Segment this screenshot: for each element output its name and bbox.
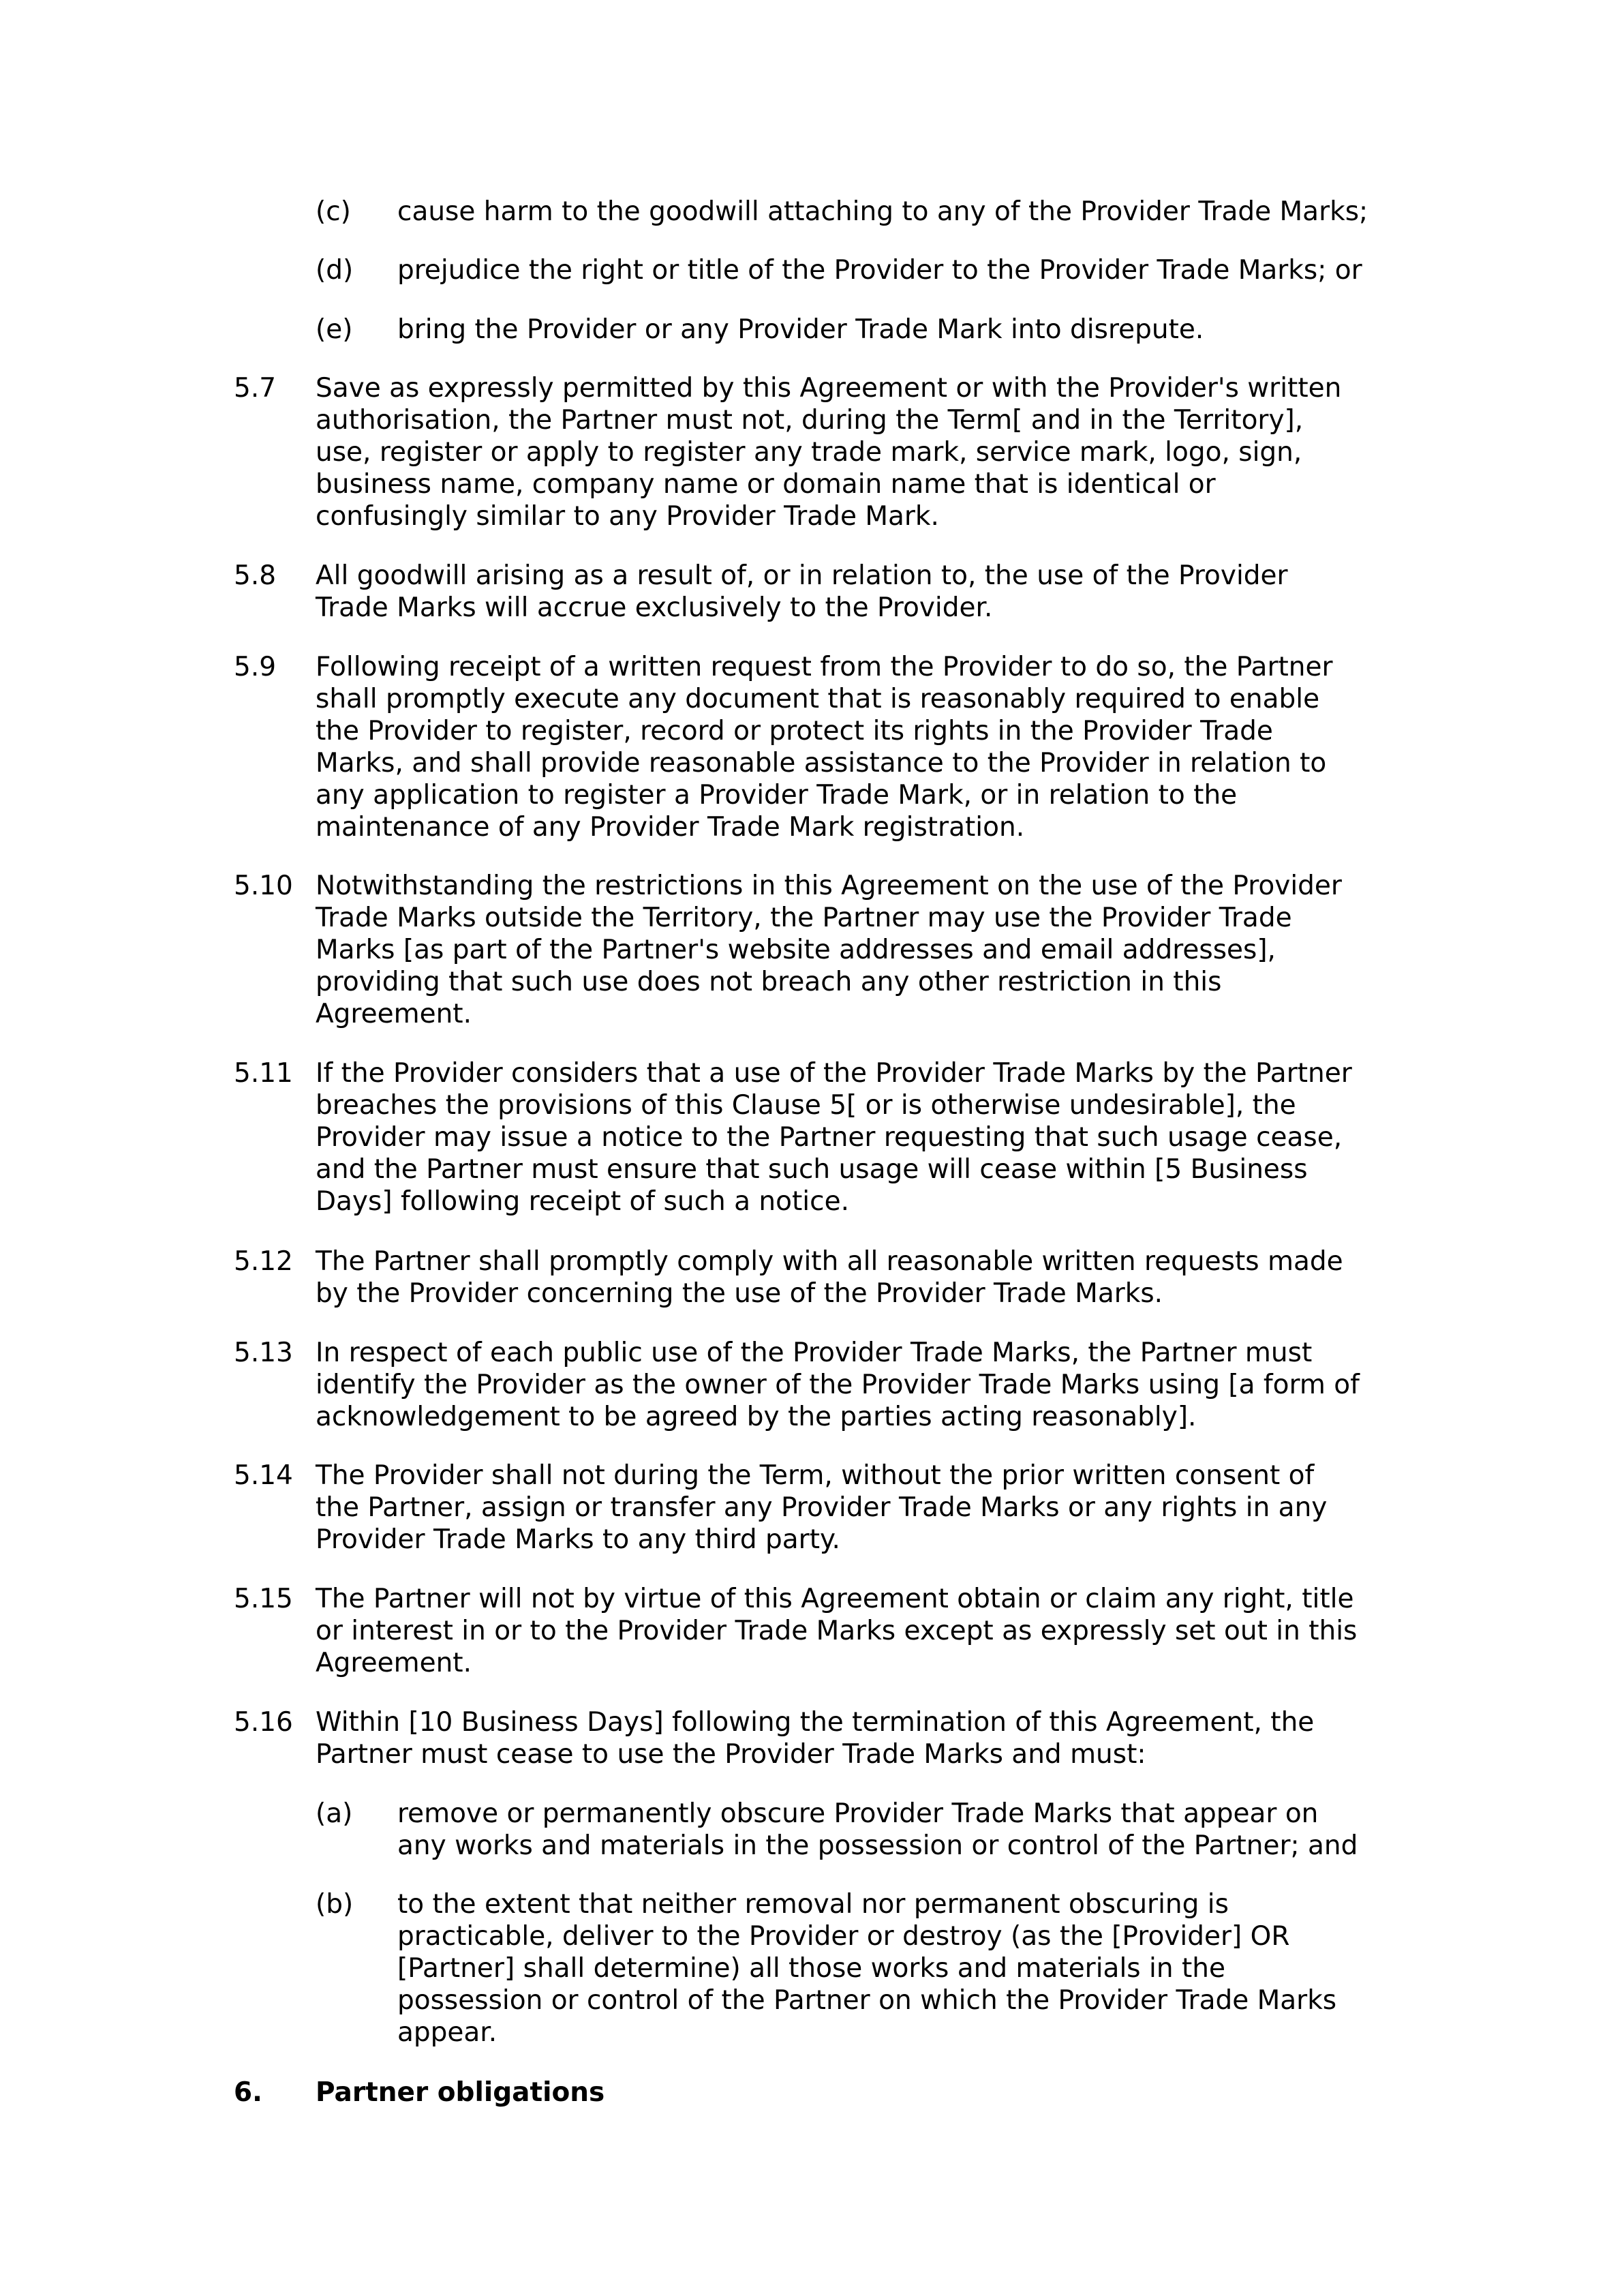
clause-text: Following receipt of a written request from the Provider to do so, the Partner shall promptly execute any document that is reasonably required to enable the Provider to register, record or protect its rights in the Provider Trade Marks, and shall provide reasonable assistance to the Provider in relation to any application to register a Provider Trade Mark, or in relation to the maintenance of any Provider Trade Mark registration. (316, 652, 1333, 843)
clause-number: 5.7 (234, 373, 277, 404)
clause-number: 5.8 (234, 560, 277, 591)
clause-text: Notwithstanding the restrictions in this Agreement on the use of the Provider Trade Marks outside the Territory, the Partner may use the Provider Trade Marks [as part of the Partner's website addresses and email addresses], providing that such use does not breach any other restriction in this Agreement. (316, 871, 1342, 1029)
item-text: prejudice the right or title of the Provider to the Provider Trade Marks; or (397, 255, 1362, 286)
clause-number: 5.9 (234, 652, 277, 682)
item-number: (d) (316, 255, 354, 286)
clause-text: The Partner shall promptly comply with all reasonable written requests made by the Provider concerning the use of the Provider Trade Marks. (316, 1246, 1343, 1309)
clause-number: 5.16 (234, 1707, 293, 1738)
item-text: remove or permanently obscure Provider Trade Marks that appear on any works and materials in the possession or control of the Partner; and (397, 1798, 1358, 1861)
section-title: Partner obligations (316, 2077, 605, 2108)
item-text: bring the Provider or any Provider Trade Mark into disrepute. (397, 314, 1204, 345)
item-number: (e) (316, 314, 353, 345)
item-number: (b) (316, 1889, 354, 1920)
item-text: to the extent that neither removal nor permanent obscuring is practicable, deliver to the Provider or destroy (as the [Provider] OR [Partner] shall determine) all those works and materials in the possession or control of the Partner on which the Provider Trade Marks appear. (397, 1889, 1337, 2048)
clause-text: All goodwill arising as a result of, or in relation to, the use of the Provider Trade Marks will accrue exclusively to the Provider. (316, 560, 1288, 623)
clause-text: The Provider shall not during the Term, without the prior written consent of the Partner, assign or transfer any Provider Trade Marks or any rights in any Provider Trade Marks to any third party. (316, 1460, 1328, 1555)
item-number: (c) (316, 196, 351, 227)
section-number: 6. (234, 2077, 262, 2108)
clause-text: Save as expressly permitted by this Agreement or with the Provider's written authorisation, the Partner must not, during the Term[ and in the Territory], use, register or apply to register any trade mark, service mark, logo, sign, business name, company name or domain name that is identical or confusingly similar to any Provider Trade Mark. (316, 373, 1342, 532)
clause-number: 5.15 (234, 1584, 293, 1614)
clause-number: 5.13 (234, 1338, 293, 1368)
clause-number: 5.11 (234, 1058, 293, 1089)
item-text: cause harm to the goodwill attaching to any of the Provider Trade Marks; (397, 196, 1368, 227)
clause-text: If the Provider considers that a use of the Provider Trade Marks by the Partner breaches the provisions of this Clause 5[ or is otherwise undesirable], the Provider may issue a notice to the Partner requesting that such usage cease, and the Partner must ensure that such usage will cease within [5 Business Days] following receipt of such a notice. (316, 1058, 1352, 1217)
clause-number: 5.12 (234, 1246, 293, 1277)
clause-text: In respect of each public use of the Provider Trade Marks, the Partner must identify the Provider as the owner of the Provider Trade Marks using [a form of acknowledgement to be agreed by the parties acting reasonably]. (316, 1338, 1360, 1432)
clause-number: 5.10 (234, 871, 293, 901)
item-number: (a) (316, 1798, 353, 1829)
clause-text: The Partner will not by virtue of this Agreement obtain or claim any right, title or interest in or to the Provider Trade Marks except as expressly set out in this Agreement. (316, 1584, 1358, 1678)
clause-number: 5.14 (234, 1460, 293, 1491)
clause-text: Within [10 Business Days] following the termination of this Agreement, the Partner must cease to use the Provider Trade Marks and must: (316, 1707, 1315, 1770)
